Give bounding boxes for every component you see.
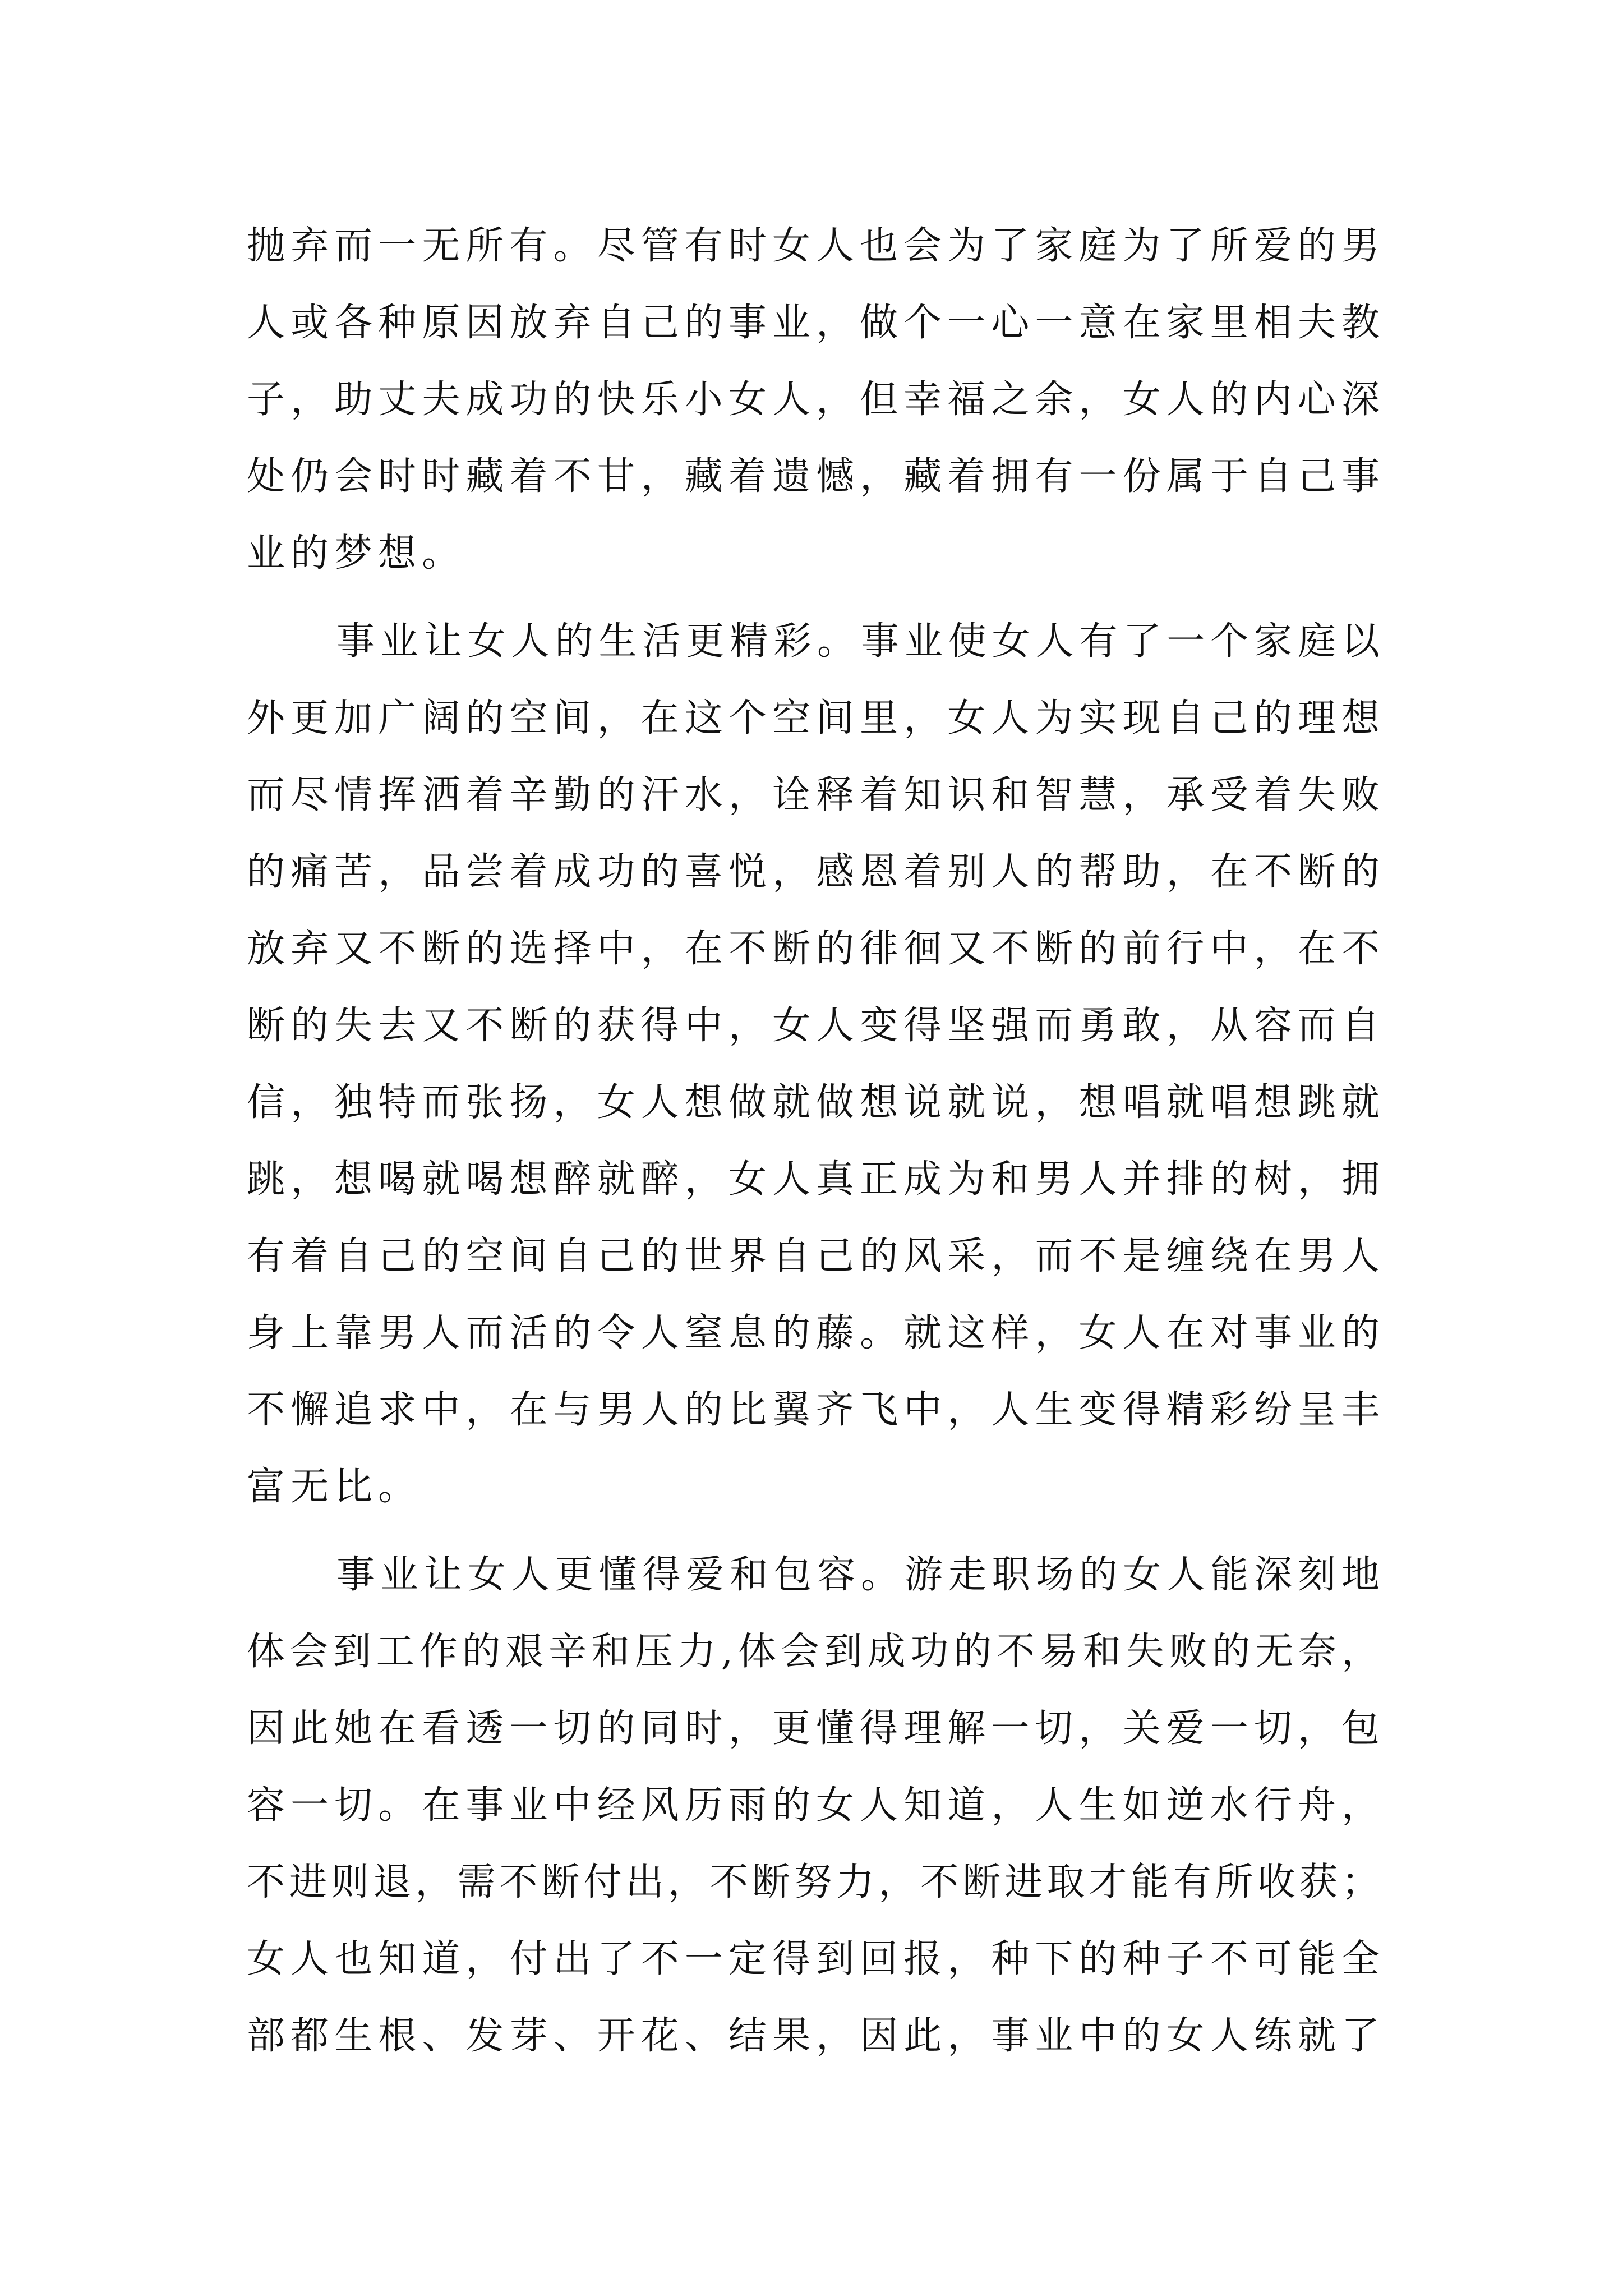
body-text bbox=[247, 208, 1380, 2074]
text-line: 体会到工作的艰辛和压力,体会到成功的不易和失败的无奈， bbox=[247, 1630, 1380, 1674]
text-line: 子，助丈夫成功的快乐小女人，但幸福之余，女人的内心深 bbox=[247, 378, 1380, 422]
text-line: 跳，想喝就喝想醉就醉，女人真正成为和男人并排的树，拥 bbox=[247, 1157, 1380, 1202]
paragraph-3 bbox=[247, 1536, 1380, 2074]
text-line: 业的梦想。 bbox=[247, 531, 466, 576]
text-line: 有着自己的空间自己的世界自己的风采，而不是缠绕在男人 bbox=[247, 1234, 1380, 1278]
text-line: 容一切。在事业中经风历雨的女人知道，人生如逆水行舟， bbox=[247, 1783, 1380, 1828]
text-line: 女人也知道，付出了不一定得到回报，种下的种子不可能全 bbox=[247, 1937, 1380, 1981]
text-line: 身上靠男人而活的令人窒息的藤。就这样，女人在对事业的 bbox=[247, 1311, 1380, 1355]
text-line: 而尽情挥洒着辛勤的汗水，诠释着知识和智慧，承受着失败 bbox=[247, 773, 1380, 817]
text-line: 事业让女人更懂得爱和包容。游走职场的女人能深刻地 bbox=[336, 1553, 1380, 1597]
text-line: 放弃又不断的选择中，在不断的徘徊又不断的前行中，在不 bbox=[247, 927, 1380, 971]
text-line: 因此她在看透一切的同时，更懂得理解一切，关爱一切，包 bbox=[247, 1706, 1380, 1751]
text-line: 抛弃而一无所有。尽管有时女人也会为了家庭为了所爱的男 bbox=[247, 224, 1380, 268]
text-line: 不进则退，需不断付出，不断努力，不断进取才能有所收获； bbox=[247, 1860, 1380, 1904]
text-line: 不懈追求中，在与男人的比翼齐飞中，人生变得精彩纷呈丰 bbox=[247, 1388, 1380, 1432]
text-line: 处仍会时时藏着不甘，藏着遗憾，藏着拥有一份属于自己事 bbox=[247, 454, 1380, 499]
text-line: 富无比。 bbox=[247, 1465, 422, 1509]
paragraph-1 bbox=[247, 208, 1380, 592]
text-line: 部都生根、发芽、开花、结果，因此，事业中的女人练就了 bbox=[247, 2014, 1380, 2058]
text-line: 断的失去又不断的获得中，女人变得坚强而勇敢，从容而自 bbox=[247, 1004, 1380, 1048]
paragraph-2 bbox=[247, 603, 1380, 1525]
text-line: 信，独特而张扬，女人想做就做想说就说，想唱就唱想跳就 bbox=[247, 1080, 1380, 1125]
text-line: 事业让女人的生活更精彩。事业使女人有了一个家庭以 bbox=[336, 619, 1380, 664]
text-line: 外更加广阔的空间，在这个空间里，女人为实现自己的理想 bbox=[247, 696, 1380, 740]
text-line: 人或各种原因放弃自己的事业，做个一心一意在家里相夫教 bbox=[247, 301, 1380, 345]
text-line: 的痛苦，品尝着成功的喜悦，感恩着别人的帮助，在不断的 bbox=[247, 850, 1380, 894]
